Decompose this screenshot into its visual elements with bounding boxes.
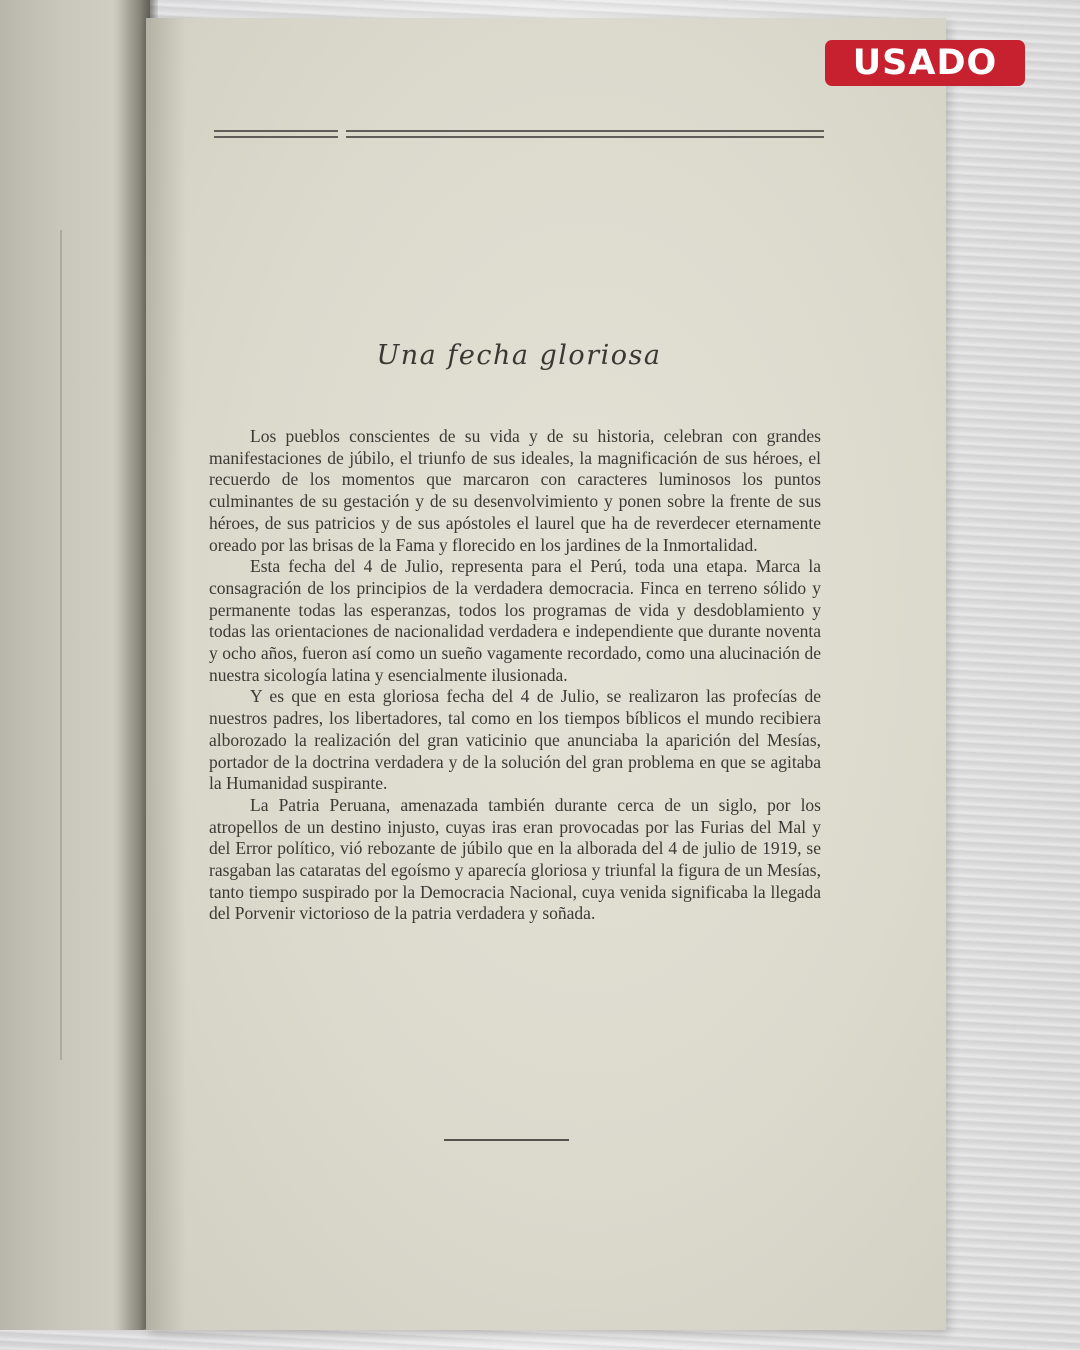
paragraph: Los pueblos conscientes de su vida y de su historia, celebran con grandes manifestaciones de júbilo, el triunfo de sus ideales, la magnificación de sus héroes, el recuerdo de los momentos que marcaron con caracteres luminosos los puntos culminantes de su gestación y de su desenvolvimiento y ponen sobre la frente de sus héroes, de sus patricios y de sus apóstoles el laurel que ha de reverdecer eternamente oreado por las brisas de la Fama y florecido en los jardines de la Inmortalidad. [209, 426, 821, 555]
bottom-rule [444, 1139, 569, 1141]
top-double-rule [214, 130, 824, 139]
page-title: Una fecha gloriosa [376, 340, 662, 371]
paragraph: Y es que en esta gloriosa fecha del 4 de Julio, se realizaron las profecías de nuestros padres, los libertadores, tal como en los tiempos bíblicos el mundo recibiera alborozado la realización del gran vaticinio que anunciaba la aparición del Mesías, portador de la doctrina verdadera y de la solución del gran problema en que se agitaba la Humanidad suspirante. [209, 686, 821, 794]
top-rule-line [214, 136, 824, 138]
used-badge: USADO [825, 40, 1025, 86]
body-text [209, 426, 821, 925]
paragraph: La Patria Peruana, amenazada también durante cerca de un siglo, por los atropellos de un destino injusto, cuyas iras eran provocadas por las Furias del Mal y del Error político, vió rebozante de júbilo que en la alborada del 4 de julio de 1919, se rasgaban las cataratas del egoísmo y aparecía gloriosa y triunfal la figura de un Mesías, tanto tiempo suspirado por la Democracia Nacional, cuya venida significaba la llegada del Porvenir victorioso de la patria verdadera y soñada. [209, 794, 821, 924]
top-rule-line [214, 130, 824, 132]
paragraph: Esta fecha del 4 de Julio, representa para el Perú, toda una etapa. Marca la consagración de los principios de la verdadera democracia. Finca en terreno sólido y permanente todas las esperanzas, todos los programas de vida y desdoblamiento y todas las orientaciones de nacionalidad verdadera e independiente que durante noventa y ocho años, fueron así como un sueño vagamente recordado, como una alucinación de nuestra sicología latina y esencialmente ilusionada. [209, 556, 821, 685]
top-rule-gap [338, 129, 346, 140]
